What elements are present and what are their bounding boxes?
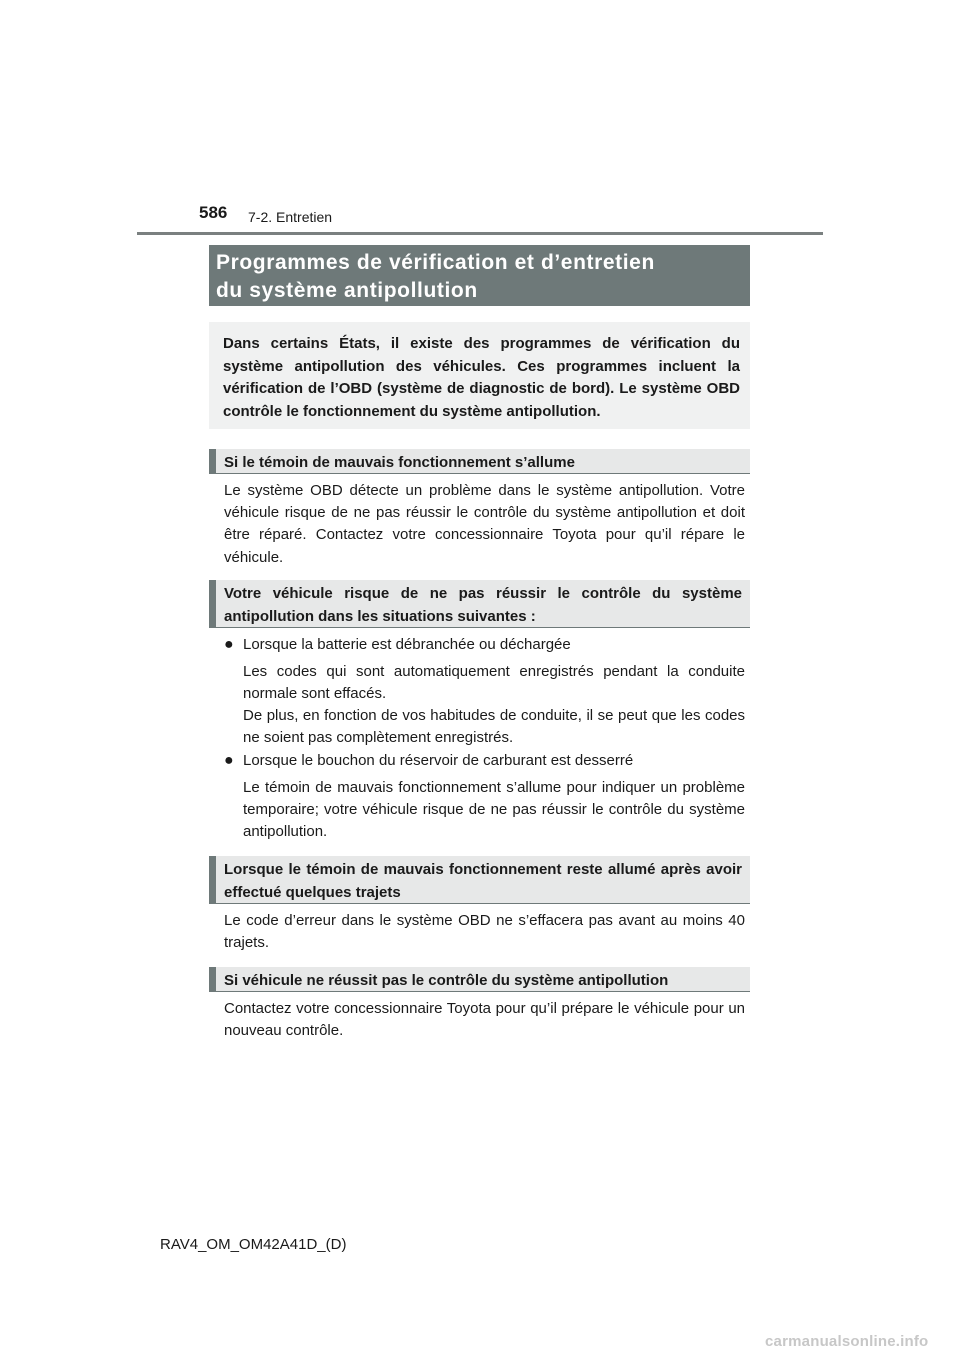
heading-light-stays-on: Lorsque le témoin de mauvais fonctionnement reste allumé après avoir effectué quelques trajets: [209, 856, 750, 904]
heading-malfunction-light-on: Si le témoin de mauvais fonctionnement s’allume: [209, 449, 750, 474]
page-title-line-1: Programmes de vérification et d’entretien: [216, 251, 655, 274]
bullet-fuel-cap-text: Lorsque le bouchon du réservoir de carburant est desserré: [243, 752, 634, 769]
bullet-icon: ●: [224, 636, 234, 653]
battery-detail-2: De plus, en fonction de vos habitudes de conduite, il se peut que les codes ne soient pas complètement enregistrés.: [243, 707, 745, 747]
page-number: 586: [199, 203, 228, 222]
page-title-line-2: du système antipollution: [216, 279, 478, 302]
page-title: [209, 245, 750, 306]
bullet-icon: ●: [224, 752, 234, 769]
body-failed-inspection: Contactez votre concessionnaire Toyota pour qu’il prépare le véhicule pour un nouveau contrôle.: [224, 1000, 745, 1040]
body-malfunction-light-on: Le système OBD détecte un problème dans le système antipollution. Votre véhicule risque de ne pas réussir le contrôle du système antipollution et doit être réparé. Contactez votre concessionnaire Toyota pour qu’il répare le véhicule.: [224, 482, 745, 566]
heading-failure-situations: Votre véhicule risque de ne pas réussir le contrôle du système antipollution dans les situations suivantes :: [209, 580, 750, 628]
watermark: carmanualsonline.info: [765, 1333, 929, 1350]
body-light-stays-on: Le code d’erreur dans le système OBD ne s’effacera pas avant au moins 40 trajets.: [224, 912, 745, 952]
document-code: RAV4_OM_OM42A41D_(D): [160, 1236, 347, 1253]
header-rule: [137, 232, 823, 235]
heading-failed-inspection: Si véhicule ne réussit pas le contrôle du système antipollution: [209, 967, 750, 992]
section-label: 7-2. Entretien: [248, 209, 333, 225]
battery-detail-1: Les codes qui sont automatiquement enregistrés pendant la conduite normale sont effacés.: [243, 663, 745, 703]
intro-box: Dans certains États, il existe des programmes de vérification du système antipollution des véhicules. Ces programmes incluent la vérification de l’OBD (système de diagnostic de bord). Le système OBD contrôle le fonctionnement du système antipollution.: [209, 322, 750, 429]
bullet-battery-text: Lorsque la batterie est débranchée ou déchargée: [243, 636, 571, 653]
fuel-cap-detail: Le témoin de mauvais fonctionnement s’allume pour indiquer un problème temporaire; votre véhicule risque de ne pas réussir le contrôle du système antipollution.: [243, 779, 745, 841]
